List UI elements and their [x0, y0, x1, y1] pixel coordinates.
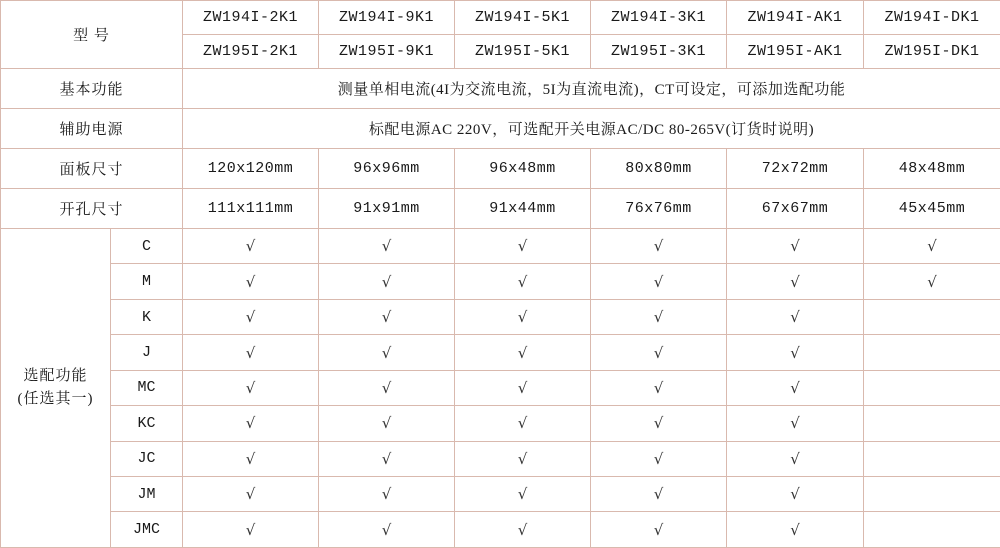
option-check: √: [455, 441, 591, 476]
option-name: JC: [111, 441, 183, 476]
option-check: √: [591, 477, 727, 512]
model-cell: ZW194I-2K1: [183, 1, 319, 35]
option-name: C: [111, 228, 183, 263]
table-row-optional-function: [1, 335, 1000, 370]
option-check: √: [591, 264, 727, 299]
option-check: √: [591, 335, 727, 370]
option-name: KC: [111, 406, 183, 441]
cutout-size-cell: 67x67mm: [727, 188, 864, 228]
option-name: M: [111, 264, 183, 299]
panel-size-cell: 96x96mm: [319, 148, 455, 188]
option-check: √: [727, 370, 864, 405]
option-name: MC: [111, 370, 183, 405]
table-row-optional-function: [1, 512, 1000, 548]
option-check: √: [455, 512, 591, 548]
model-cell: ZW195I-AK1: [727, 34, 864, 68]
table-row-model: [1, 1, 1000, 35]
option-check: √: [455, 335, 591, 370]
option-check: √: [727, 228, 864, 263]
option-check: √: [319, 477, 455, 512]
panel-size-cell: 96x48mm: [455, 148, 591, 188]
row-label-cutout-size: 开孔尺寸: [1, 188, 183, 228]
option-check: √: [183, 370, 319, 405]
row-label-panel-size: 面板尺寸: [1, 148, 183, 188]
option-check: √: [319, 264, 455, 299]
option-check-empty: [864, 335, 1000, 370]
cutout-size-cell: 45x45mm: [864, 188, 1000, 228]
row-label-model: 型 号: [1, 1, 183, 69]
option-check: √: [727, 441, 864, 476]
option-check: √: [319, 441, 455, 476]
panel-size-cell: 80x80mm: [591, 148, 727, 188]
panel-size-cell: 120x120mm: [183, 148, 319, 188]
option-check: √: [183, 441, 319, 476]
table-row-optional-function: [1, 228, 1000, 263]
option-check-empty: [864, 441, 1000, 476]
option-check: √: [727, 299, 864, 334]
table-row-cutout-size: [1, 188, 1000, 228]
option-check: √: [183, 264, 319, 299]
option-check-empty: [864, 477, 1000, 512]
option-check: √: [591, 299, 727, 334]
table-row-optional-function: [1, 406, 1000, 441]
option-check: √: [319, 406, 455, 441]
option-check: √: [183, 228, 319, 263]
option-check: √: [591, 370, 727, 405]
table-row-optional-function: [1, 370, 1000, 405]
option-check: √: [591, 512, 727, 548]
option-check-empty: [864, 406, 1000, 441]
option-name: JMC: [111, 512, 183, 548]
basic-function-value: 测量单相电流(4I为交流电流，5I为直流电流)，CT可设定，可添加选配功能: [183, 68, 1000, 108]
option-check: √: [591, 441, 727, 476]
cutout-size-cell: 91x91mm: [319, 188, 455, 228]
option-check: √: [319, 335, 455, 370]
option-check: √: [319, 370, 455, 405]
option-check: √: [319, 228, 455, 263]
model-cell: ZW195I-9K1: [319, 34, 455, 68]
option-check: √: [319, 512, 455, 548]
model-cell: ZW194I-AK1: [727, 1, 864, 35]
option-check: √: [183, 299, 319, 334]
option-check-empty: [864, 370, 1000, 405]
table-row-optional-function: [1, 299, 1000, 334]
option-check: √: [727, 512, 864, 548]
option-check: √: [455, 406, 591, 441]
row-label-basic-function: 基本功能: [1, 68, 183, 108]
option-check: √: [455, 299, 591, 334]
option-check: √: [727, 264, 864, 299]
option-check: √: [319, 299, 455, 334]
option-check: √: [591, 228, 727, 263]
option-name: J: [111, 335, 183, 370]
cutout-size-cell: 91x44mm: [455, 188, 591, 228]
option-check: √: [183, 335, 319, 370]
panel-size-cell: 48x48mm: [864, 148, 1000, 188]
option-check: √: [455, 477, 591, 512]
option-check: √: [864, 264, 1000, 299]
model-cell: ZW194I-5K1: [455, 1, 591, 35]
model-cell: ZW194I-3K1: [591, 1, 727, 35]
model-cell: ZW194I-DK1: [864, 1, 1000, 35]
panel-size-cell: 72x72mm: [727, 148, 864, 188]
table-row-basic-function: [1, 68, 1000, 108]
model-cell: ZW195I-3K1: [591, 34, 727, 68]
optional-functions-label-line1: 选配功能: [23, 368, 88, 385]
table-row-optional-function: [1, 477, 1000, 512]
option-name: K: [111, 299, 183, 334]
cutout-size-cell: 76x76mm: [591, 188, 727, 228]
cutout-size-cell: 111x111mm: [183, 188, 319, 228]
option-check: √: [864, 228, 1000, 263]
option-check: √: [183, 477, 319, 512]
option-check: √: [727, 477, 864, 512]
option-check: √: [591, 406, 727, 441]
model-cell: ZW194I-9K1: [319, 1, 455, 35]
model-cell: ZW195I-2K1: [183, 34, 319, 68]
row-label-optional-functions: [1, 228, 111, 547]
option-check-empty: [864, 299, 1000, 334]
option-check-empty: [864, 512, 1000, 548]
table-row-optional-function: [1, 441, 1000, 476]
option-check: √: [455, 228, 591, 263]
option-check: √: [455, 370, 591, 405]
option-check: √: [727, 335, 864, 370]
option-check: √: [727, 406, 864, 441]
table-row-panel-size: [1, 148, 1000, 188]
option-name: JM: [111, 477, 183, 512]
table-row-aux-power: [1, 108, 1000, 148]
option-check: √: [183, 406, 319, 441]
model-cell: ZW195I-5K1: [455, 34, 591, 68]
option-check: √: [183, 512, 319, 548]
model-cell: ZW195I-DK1: [864, 34, 1000, 68]
aux-power-value: 标配电源AC 220V，可选配开关电源AC/DC 80-265V(订货时说明): [183, 108, 1000, 148]
optional-functions-label-line2: (任选其一): [17, 390, 94, 407]
row-label-aux-power: 辅助电源: [1, 108, 183, 148]
option-check: √: [455, 264, 591, 299]
table-row-optional-function: [1, 264, 1000, 299]
